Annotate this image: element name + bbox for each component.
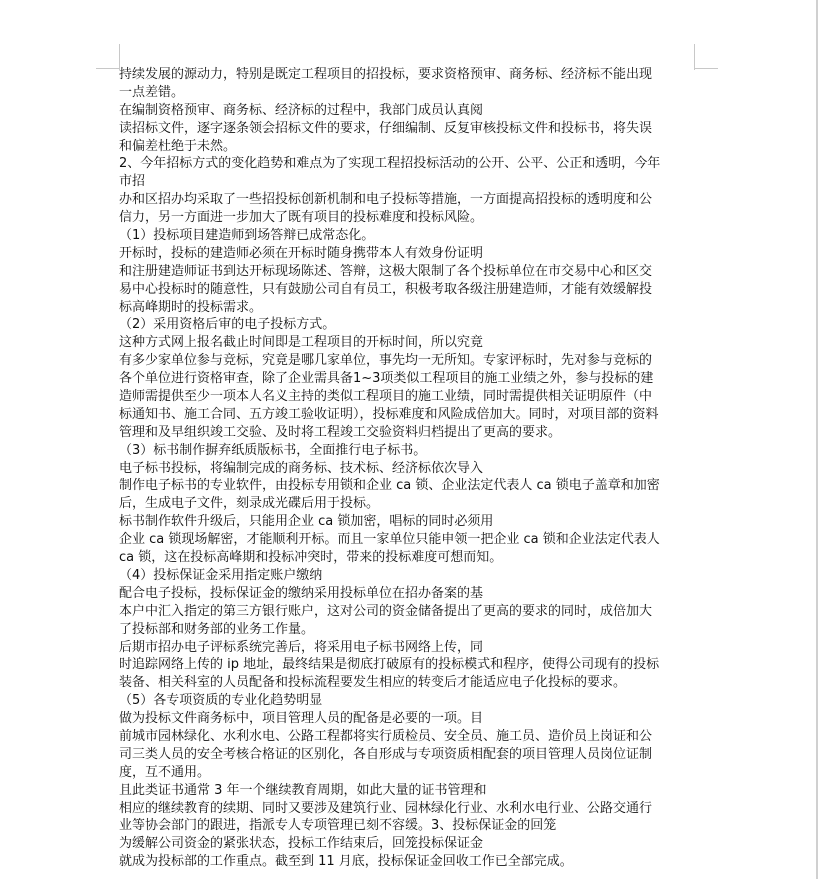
- text-line: 开标时，投标的建造师必须在开标时随身携带本人有效身份证明: [119, 245, 484, 261]
- text-line: ca 锁，这在投标高峰期和投标冲突时，带来的投标难度可想而知。: [119, 550, 503, 566]
- text-line: 标通知书、施工合同、五方竣工验收证明），投标难度和风险成倍加大。同时，对项目部的资料: [119, 406, 659, 422]
- text-line: 前城市园林绿化、水利水电、公路工程都将实行质检员、安全员、施工员、造价员上岗证和公: [119, 728, 653, 744]
- text-line: 业等协会部门的跟进，指派专人专项管理已刻不容缓。3、投标保证金的回笼: [119, 818, 557, 834]
- text-line: 后，生成电子文件，刻录成光碟后用于投标。: [119, 496, 380, 512]
- text-line: 办和区招办均采取了一些招投标创新机制和电子投标等措施，一方面提高招投标的透明度和公: [119, 192, 653, 208]
- text-line: 后期市招办电子评标系统完善后，将采用电子标书网络上传，同: [119, 639, 484, 655]
- text-line: （1）投标项目建造师到场答辩已成常态化。: [119, 228, 375, 244]
- text-line: 这种方式网上报名截止时间即是工程项目的开标时间，所以究竟: [119, 335, 484, 351]
- text-line: 和注册建造师证书到达开标现场陈述、答辩，这极大限制了各个投标单位在市交易中心和区交: [119, 263, 653, 279]
- document-body: [119, 66, 709, 871]
- text-line: 时追踪网络上传的 ip 地址，最终结果是彻底打破原有的投标模式和程序，使得公司现有的投标: [119, 657, 660, 673]
- text-line: 且此类证书通常 3 年一个继续教育周期，如此大量的证书管理和: [119, 782, 487, 798]
- text-line: 标高峰期时的投标需求。: [119, 299, 263, 315]
- text-line: 本户中汇入指定的第三方银行账户，这对公司的资金储备提出了更高的要求的同时，成倍加大: [119, 603, 653, 619]
- text-line: 标书制作软件升级后，只能用企业 ca 锁加密，唱标的同时必须用: [119, 514, 494, 530]
- text-line: 信力，另一方面进一步加大了既有项目的投标难度和投标风险。: [119, 210, 484, 226]
- text-line: （4）投标保证金采用指定账户缴纳: [119, 567, 323, 583]
- text-line: 读招标文件，逐字逐条领会招标文件的要求，仔细编制、反复审核投标文件和投标书，将失误: [119, 120, 653, 136]
- text-line: （2）采用资格后审的电子投标方式。: [119, 317, 336, 333]
- text-line: （3）标书制作摒弃纸质版标书，全面推行电子标书。: [119, 442, 427, 458]
- text-line: 和偏差杜绝于未然。: [119, 138, 237, 154]
- text-line: 就成为投标部的工作重点。截至到 11 月底，投标保证金回收工作已全部完成。: [119, 854, 573, 870]
- text-line: 一点差错。: [119, 84, 185, 100]
- text-line: 易中心投标时的随意性，只有鼓励公司自有员工，积极考取各级注册建造师，才能有效缓解投: [119, 281, 653, 297]
- text-line: 为缓解公司资金的紧张状态，投标工作结束后，回笼投标保证金: [119, 836, 484, 852]
- text-line: 市招: [119, 174, 146, 190]
- text-line: 装备、相关科室的人员配备和投标流程要发生相应的转变后才能适应电子化投标的要求。: [119, 675, 627, 691]
- text-line: 相应的继续教育的续期、同时又要涉及建筑行业、园林绿化行业、水利水电行业、公路交通行: [119, 800, 653, 816]
- text-line: 管理和及早组织竣工交验、及时将工程竣工交验资料归档提出了更高的要求。: [119, 424, 562, 440]
- text-line: 持续发展的源动力，特别是既定工程项目的招投标，要求资格预审、商务标、经济标不能出现: [119, 67, 653, 82]
- text-line: 配合电子投标，投标保证金的缴纳采用投标单位在招办备案的基: [119, 585, 484, 601]
- text-line: 2、今年招标方式的变化趋势和难点为了实现工程招投标活动的公开、公平、公正和透明，今年: [119, 156, 661, 172]
- text-line: 做为投标文件商务标中，项目管理人员的配备是必要的一项。目: [119, 711, 484, 727]
- text-line: 了投标部和财务部的业务工作量。: [119, 621, 315, 637]
- crop-mark-top-left-horizontal: [96, 68, 119, 69]
- text-line: 电子标书投标，将编制完成的商务标、技术标、经济标依次导入: [119, 460, 484, 476]
- text-line: 各个单位进行资格审查，除了企业需具备1~3项类似工程项目的施工业绩之外，参与投标的建: [119, 371, 654, 387]
- text-line: 制作电子标书的专业软件，由投标专用锁和企业 ca 锁、企业法定代表人 ca 锁电子盖章和加密: [119, 478, 660, 494]
- text-line: 度，互不通用。: [119, 764, 211, 780]
- text-line: 造师需提供至少一项本人名义主持的类似工程项目的施工业绩，同时需提供相关证明原件（中: [119, 389, 653, 405]
- text-line: 有多少家单位参与竞标，究竟是哪几家单位，事先均一无所知。专家评标时，先对参与竞标的: [119, 353, 653, 369]
- text-line: 司三类人员的安全考核合格证的区别化，各自形成与专项资质相配套的项目管理人员岗位证制: [119, 746, 653, 762]
- text-line: 企业 ca 锁现场解密，才能顺利开标。而且一家单位只能申领一把企业 ca 锁和企业法定代表人: [119, 532, 660, 548]
- text-line: 在编制资格预审、商务标、经济标的过程中，我部门成员认真阅: [119, 102, 484, 118]
- text-line: （5）各专项资质的专业化趋势明显: [119, 693, 323, 709]
